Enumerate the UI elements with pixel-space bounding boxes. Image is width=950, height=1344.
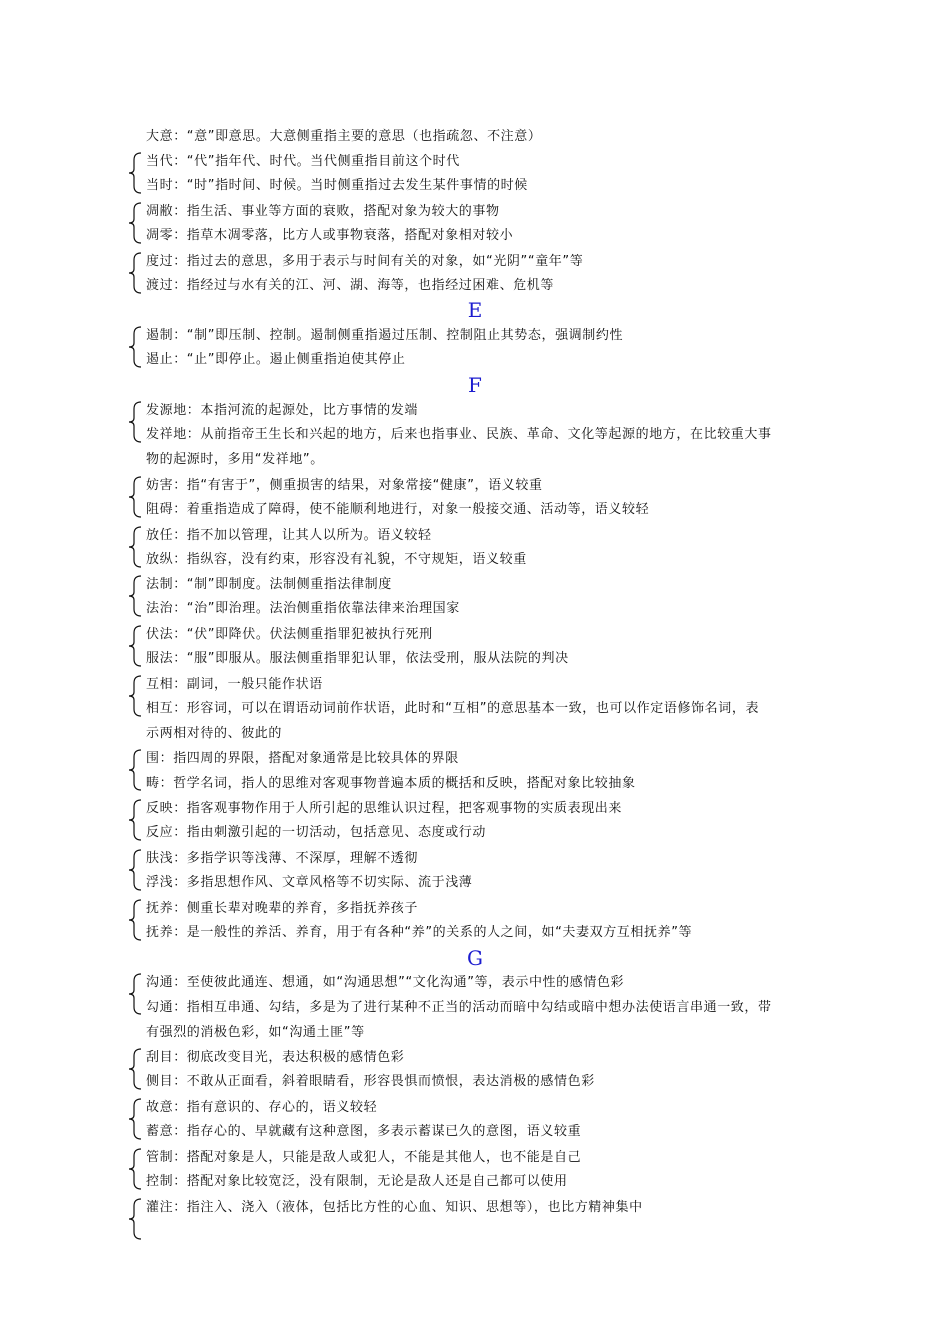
text-line: 围：指四周的界限，搭配对象通常是比较具体的界限 bbox=[146, 751, 459, 766]
text-line: 放纵：指纵容，没有约束，形容没有礼貌，不守规矩，语义较重 bbox=[146, 552, 527, 567]
text-line: 凋零：指草木凋零落，比方人或事物衰落，搭配对象相对较小 bbox=[146, 228, 514, 243]
text-line: 刮目：彻底改变目光，表达积极的感情色彩 bbox=[146, 1050, 405, 1065]
brace-mark bbox=[128, 675, 142, 717]
text-line: 示两相对待的、彼此的 bbox=[146, 726, 283, 741]
text-line: 灌注：指注入、浇入（液体，包括比方性的心血、知识、思想等），也比方精神集中 bbox=[146, 1200, 643, 1215]
brace-mark bbox=[128, 1148, 142, 1190]
text-line: 勾通：指相互串通、勾结，多是为了进行某种不正当的活动而暗中勾结或暗中想办法使语言串通一致，带 bbox=[146, 1000, 772, 1015]
text-line: 反应：指由刺激引起的一切活动，包括意见、态度或行动 bbox=[146, 825, 487, 840]
brace-mark bbox=[128, 799, 142, 841]
brace-mark bbox=[128, 476, 142, 518]
text-line: 故意：指有意识的、存心的，语义较轻 bbox=[146, 1100, 378, 1115]
brace-mark bbox=[128, 1098, 142, 1140]
brace-mark bbox=[128, 575, 142, 617]
brace-mark bbox=[128, 326, 142, 368]
brace-mark bbox=[128, 526, 142, 568]
brace-mark bbox=[128, 625, 142, 667]
text-line: 蓄意：指存心的、早就藏有这种意图，多表示蓄谋已久的意图，语义较重 bbox=[146, 1124, 582, 1139]
section-letter-f: F bbox=[468, 373, 482, 397]
text-line: 凋敝：指生活、事业等方面的衰败，搭配对象为较大的事物 bbox=[146, 204, 500, 219]
brace-mark bbox=[128, 152, 142, 194]
brace-mark bbox=[128, 1198, 142, 1240]
text-line: 法治：“治”即治理。法治侧重指依靠法律来治理国家 bbox=[146, 601, 460, 616]
text-line: 当代：“代”指年代、时代。当代侧重指目前这个时代 bbox=[146, 154, 460, 169]
section-letter-e: E bbox=[467, 298, 483, 322]
text-line: 浮浅：多指思想作风、文章风格等不切实际、流于浅薄 bbox=[146, 875, 473, 890]
text-line: 发源地：本指河流的起源处，比方事情的发端 bbox=[146, 403, 419, 418]
brace-mark bbox=[128, 202, 142, 244]
text-line: 遏止：“止”即停止。遏止侧重指迫使其停止 bbox=[146, 352, 406, 367]
text-line: 控制：搭配对象比较宽泛，没有限制，无论是敌人还是自己都可以使用 bbox=[146, 1174, 568, 1189]
text-line: 服法：“服”即服从。服法侧重指罪犯认罪，依法受刑，服从法院的判决 bbox=[146, 651, 569, 666]
text-line: 物的起源时，多用“发祥地”。 bbox=[146, 452, 324, 467]
brace-mark bbox=[128, 899, 142, 941]
text-line: 肤浅：多指学识等浅薄、不深厚，理解不透彻 bbox=[146, 851, 419, 866]
text-line: 互相：副词，一般只能作状语 bbox=[146, 677, 323, 692]
text-line: 渡过：指经过与水有关的江、河、湖、海等，也指经过困难、危机等 bbox=[146, 278, 555, 293]
text-line: 管制：搭配对象是人，只能是敌人或犯人，不能是其他人，也不能是自己 bbox=[146, 1150, 582, 1165]
text-line: 沟通：至使彼此通连、想通，如“沟通思想”“文化沟通”等，表示中性的感情色彩 bbox=[146, 975, 625, 990]
brace-mark bbox=[128, 1048, 142, 1090]
text-line: 妨害：指“有害于”，侧重损害的结果，对象常接“健康”，语义较重 bbox=[146, 478, 543, 493]
text-line: 反映：指客观事物作用于人所引起的思维认识过程，把客观事物的实质表现出来 bbox=[146, 801, 623, 816]
text-line: 畴：哲学名词，指人的思维对客观事物普遍本质的概括和反映，搭配对象比较抽象 bbox=[146, 776, 636, 791]
text-line: 法制：“制”即制度。法制侧重指法律制度 bbox=[146, 577, 392, 592]
text-line: 伏法：“伏”即降伏。伏法侧重指罪犯被执行死刑 bbox=[146, 627, 433, 642]
text-line: 相互：形容词，可以在谓语动词前作状语，此时和“互相”的意思基本一致，也可以作定语修饰名词，表 bbox=[146, 701, 760, 716]
brace-mark bbox=[128, 252, 142, 294]
text-line: 放任：指不加以管理，让其人以所为。语义较轻 bbox=[146, 528, 432, 543]
brace-mark bbox=[128, 849, 142, 891]
text-line: 发祥地：从前指帝王生长和兴起的地方，后来也指事业、民族、革命、文化等起源的地方，在比较重大事 bbox=[146, 427, 772, 442]
text-line: 当时：“时”指时间、时候。当时侧重指过去发生某件事情的时候 bbox=[146, 178, 528, 193]
text-line: 阻碍：着重指造成了障碍，使不能顺利地进行，对象一般接交通、活动等，语义较轻 bbox=[146, 502, 650, 517]
brace-mark bbox=[128, 401, 142, 443]
brace-mark bbox=[128, 749, 142, 791]
brace-mark bbox=[128, 973, 142, 1015]
text-line: 有强烈的消极色彩，如“沟通土匪”等 bbox=[146, 1025, 365, 1040]
text-line: 度过：指过去的意思，多用于表示与时间有关的对象，如“光阴”“童年”等 bbox=[146, 254, 584, 269]
text-line: 大意：“意”即意思。大意侧重指主要的意思（也指疏忽、不注意） bbox=[146, 129, 542, 144]
text-line: 抚养：是一般性的养活、养育，用于有各种“养”的关系的人之间，如“夫妻双方互相抚养”等 bbox=[146, 925, 693, 940]
text-line: 抚养：侧重长辈对晚辈的养育，多指抚养孩子 bbox=[146, 901, 419, 916]
text-line: 遏制：“制”即压制、控制。遏制侧重指遏过压制、控制阻止其势态，强调制约性 bbox=[146, 328, 624, 343]
text-line: 侧目：不敢从正面看，斜着眼睛看，形容畏惧而愤恨，表达消极的感情色彩 bbox=[146, 1074, 595, 1089]
section-letter-g: G bbox=[467, 946, 483, 970]
